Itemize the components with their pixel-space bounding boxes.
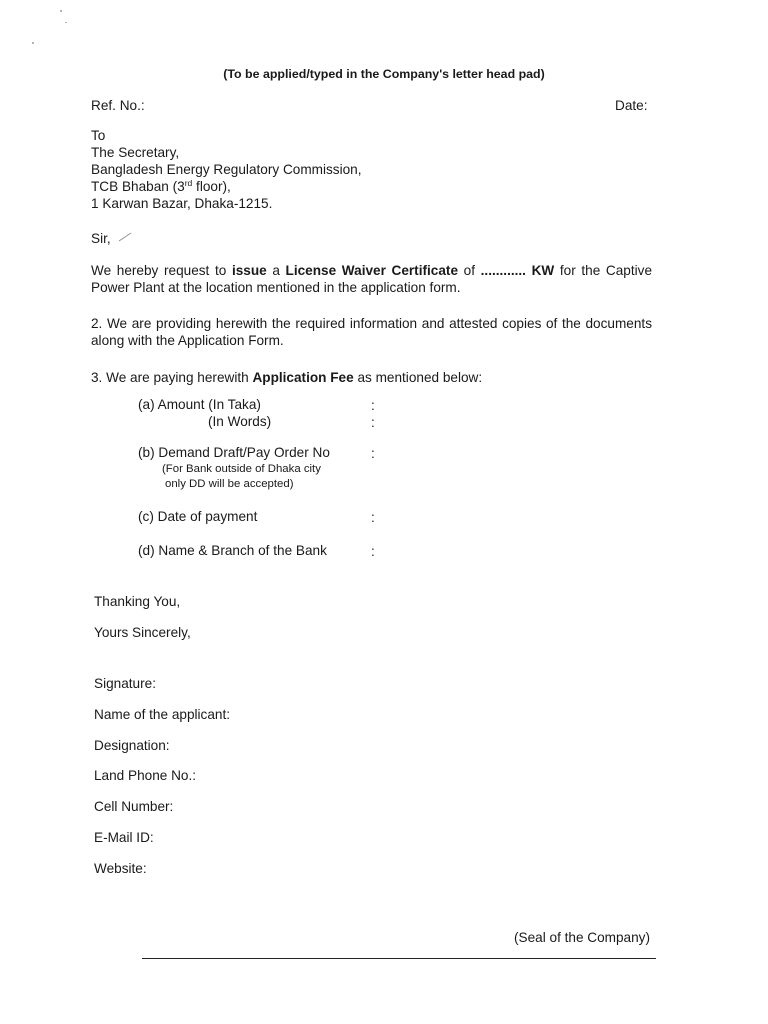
applicant-name-label: Name of the applicant: [94,707,231,722]
amount-taka-label: (a) Amount (In Taka) [138,397,261,412]
p1-text-4: for the Captive Power Plant at the location mentioned in the application form. [91,263,653,295]
scan-speck [32,42,34,44]
p1-bold-issue: issue [231,263,267,278]
pen-mark-icon [118,232,132,242]
date-label: Date: [615,98,648,113]
building-superscript: rd [184,178,193,188]
signature-seal-line [142,958,656,959]
amount-taka-colon: : [371,398,375,413]
p1-bold-kw: ............ KW [480,263,555,278]
cell-number-label: Cell Number: [94,799,174,814]
building-suffix: floor), [192,179,231,194]
p3-bold-fee: Application Fee [252,370,354,385]
address-street: 1 Karwan Bazar, Dhaka-1215. [91,196,273,211]
fee-paragraph [91,369,652,386]
p1-text-2: a [266,263,286,278]
date-of-payment-label: (c) Date of payment [138,509,258,524]
designation-label: Designation: [94,738,170,753]
address-organization: Bangladesh Energy Regulatory Commission, [91,162,362,177]
dd-note-line2: only DD will be accepted) [165,478,294,490]
recipient-address [91,127,362,212]
request-paragraph [91,262,652,296]
salutation: Sir, [91,231,111,246]
scan-speck [60,10,62,12]
amount-words-colon: : [371,415,375,430]
bank-name-label: (d) Name & Branch of the Bank [138,543,327,558]
p1-text-1: We hereby request to [91,263,232,278]
demand-draft-colon: : [371,446,375,461]
p1-bold-certificate: License Waiver Certificate [285,263,459,278]
address-recipient: The Secretary, [91,145,180,160]
yours-sincerely: Yours Sincerely, [94,625,191,640]
dd-note-line1: (For Bank outside of Dhaka city [162,463,321,475]
building-prefix: TCB Bhaban (3 [91,179,185,194]
ref-no-label: Ref. No.: [91,98,145,113]
p3-text-1: 3. We are paying herewith [91,370,253,385]
scan-speck [65,22,67,23]
amount-words-label: (In Words) [208,414,272,429]
address-building [91,178,362,195]
thanking-you: Thanking You, [94,594,181,609]
p3-text-2: as mentioned below: [353,370,483,385]
land-phone-label: Land Phone No.: [94,768,197,783]
website-label: Website: [94,861,147,876]
date-of-payment-colon: : [371,510,375,525]
company-seal-label: (Seal of the Company) [514,930,651,945]
signature-label: Signature: [94,676,156,691]
bank-name-colon: : [371,544,375,559]
address-to: To [91,128,106,143]
letterhead-instruction: (To be applied/typed in the Company's letter head pad) [223,67,545,81]
email-label: E-Mail ID: [94,830,154,845]
documents-paragraph: 2. We are providing herewith the required information and attested copies of the documents along with the Application Form. [91,316,652,348]
demand-draft-label: (b) Demand Draft/Pay Order No [138,445,330,460]
p1-text-3: of [458,263,481,278]
